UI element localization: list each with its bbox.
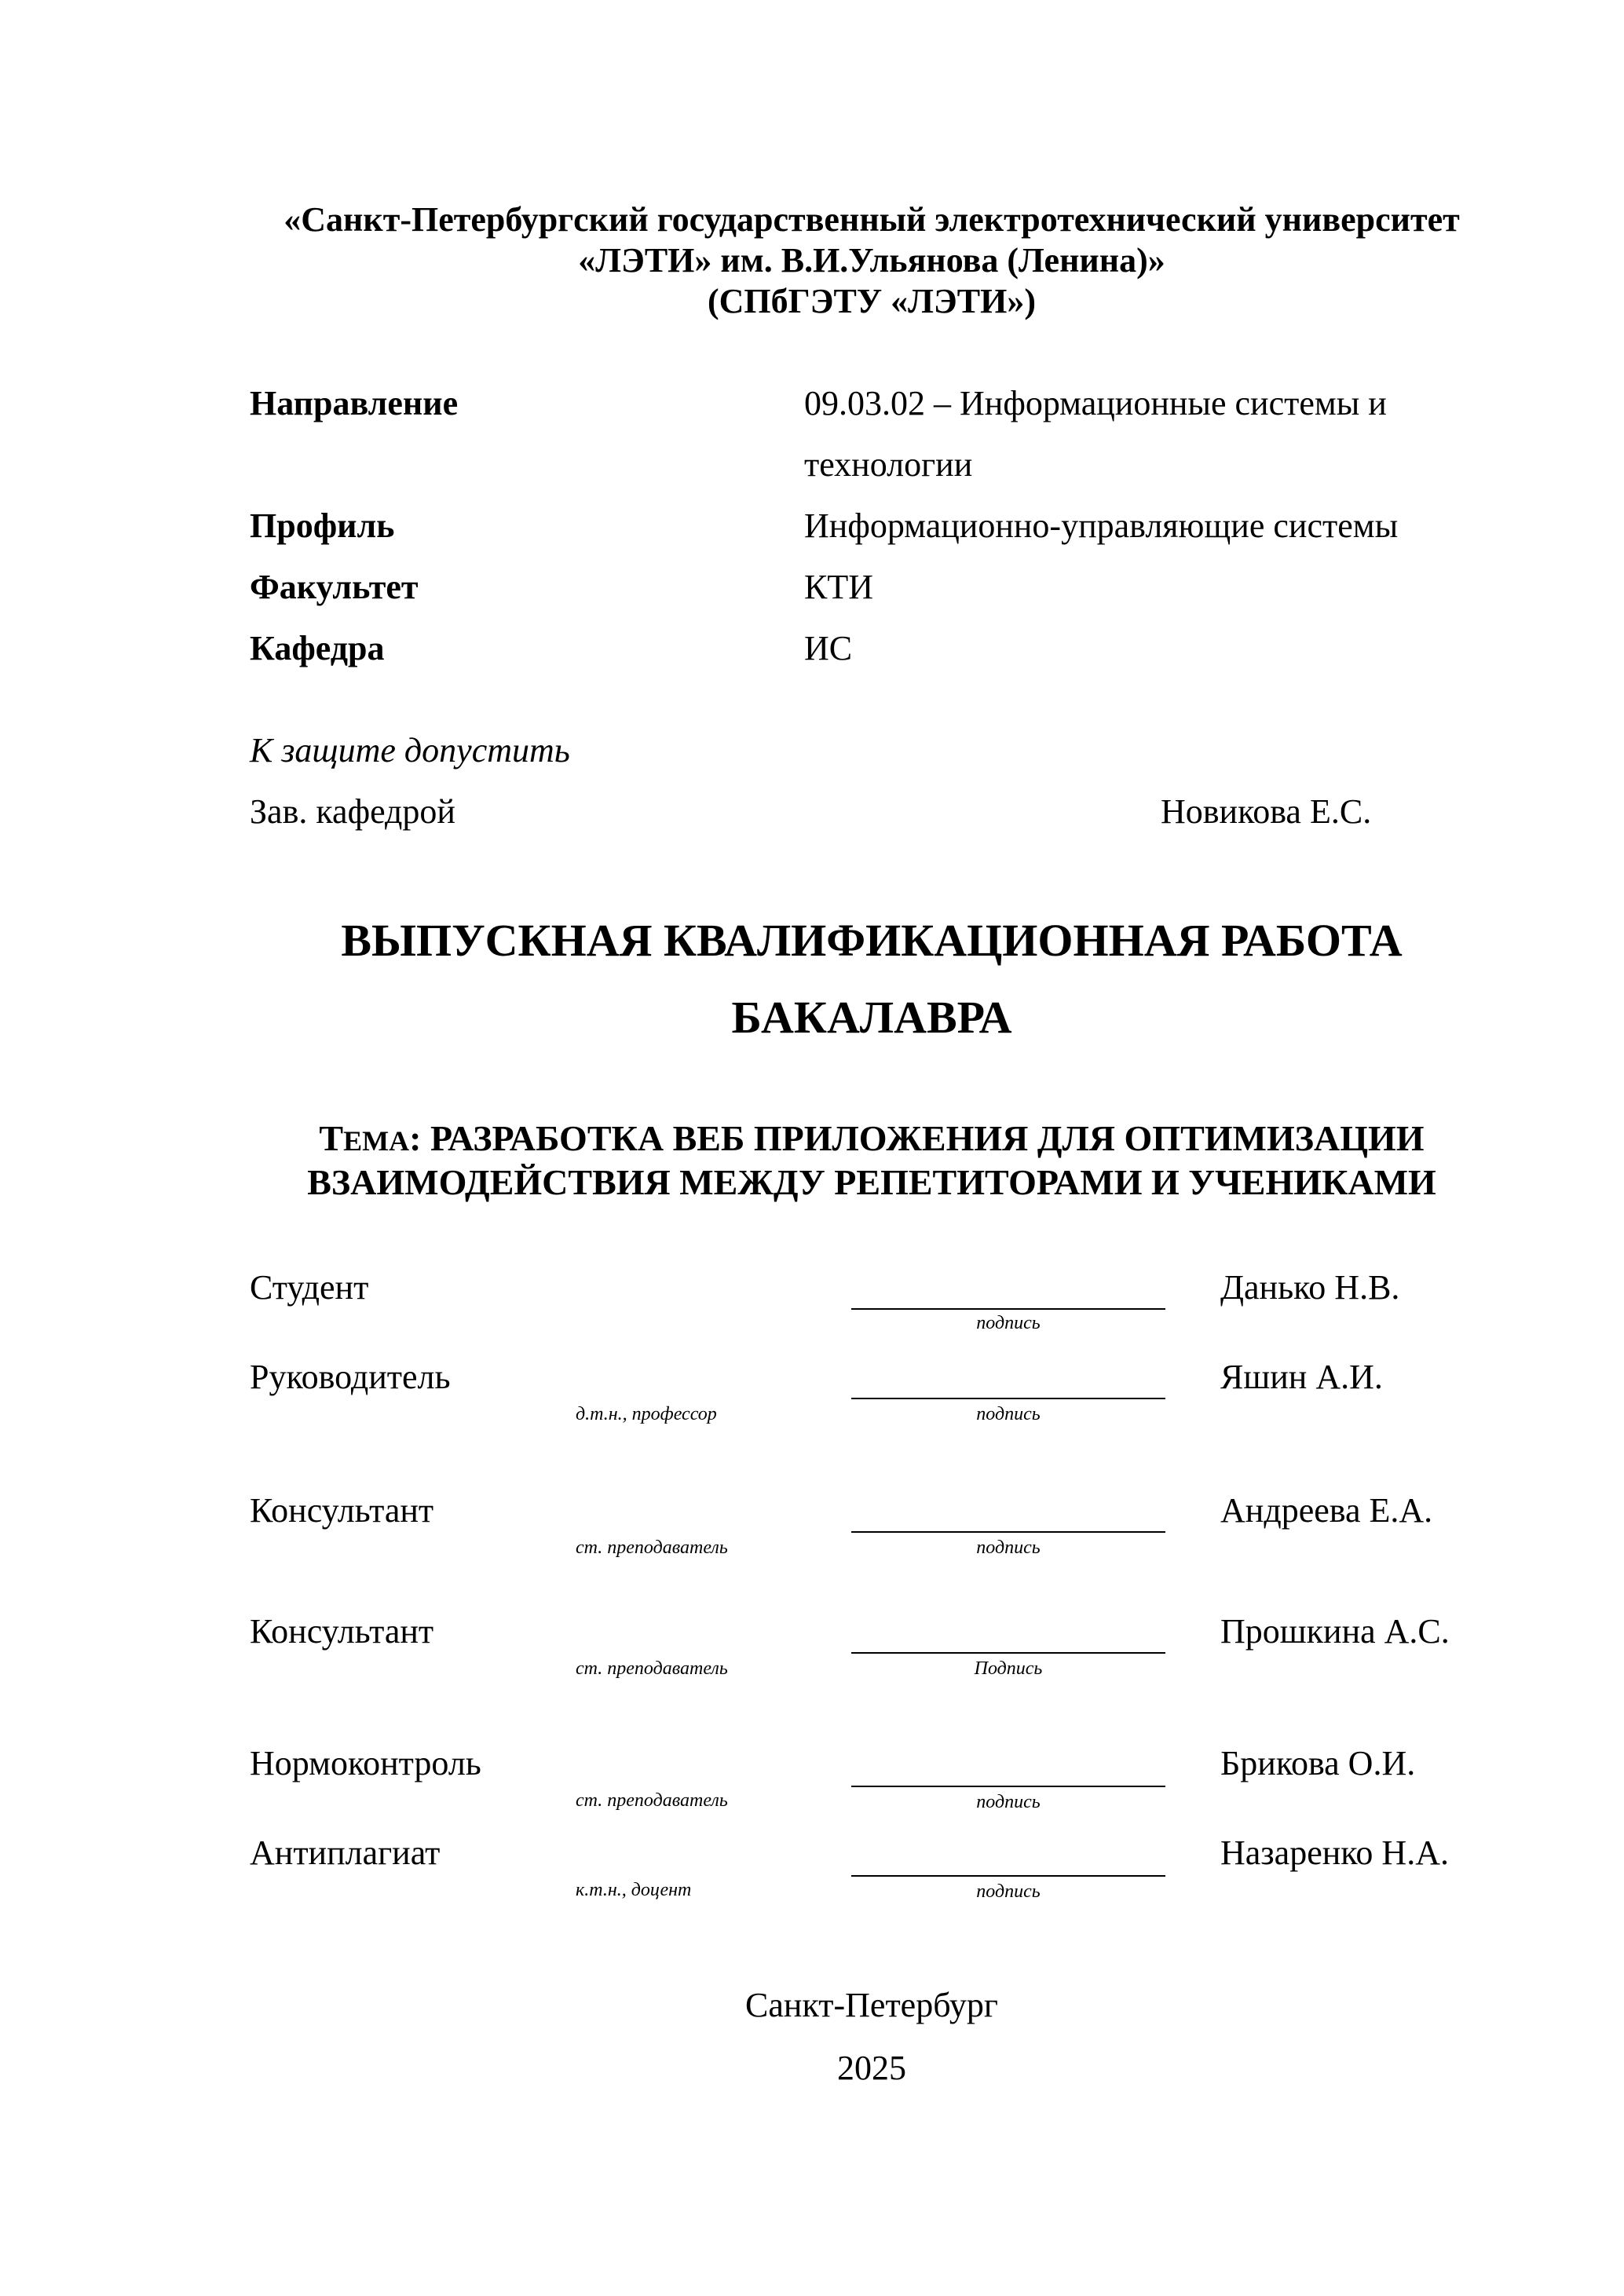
- head-of-department-name: Новикова Е.С.: [1161, 792, 1372, 831]
- signature-caption: подпись: [976, 1313, 1041, 1333]
- signature-line: [851, 1786, 1165, 1787]
- signature-line: [851, 1398, 1165, 1399]
- signature-line: [851, 1308, 1165, 1310]
- theme-text-line2: ВЗАИМОДЕЙСТВИЯ МЕЖДУ РЕПЕТИТОРАМИ И УЧЕНИКАМИ: [307, 1162, 1436, 1202]
- signature-name: Назаренко Н.А.: [1220, 1834, 1449, 1872]
- university-abbreviation: (СПбГЭТУ «ЛЭТИ»): [708, 282, 1036, 320]
- profile-value: Информационно-управляющие системы: [804, 506, 1399, 545]
- year: 2025: [837, 2049, 906, 2087]
- faculty-value: КТИ: [804, 568, 873, 606]
- signature-role: Антиплагиат: [250, 1834, 441, 1872]
- university-name-line1: «Санкт-Петербургский государственный электротехнический университет: [283, 200, 1460, 239]
- theme-line1: [0, 1117, 1624, 1163]
- theme-label: ТЕМА:: [319, 1118, 422, 1158]
- thesis-title-line1: ВЫПУСКНАЯ КВАЛИФИКАЦИОННАЯ РАБОТА: [341, 915, 1403, 966]
- signature-position: д.т.н., профессор: [576, 1404, 717, 1424]
- city: Санкт-Петербург: [745, 1986, 998, 2024]
- signature-name: Прошкина А.С.: [1220, 1612, 1450, 1651]
- signature-name: Яшин А.И.: [1220, 1358, 1383, 1396]
- university-name-line2: «ЛЭТИ» им. В.И.Ульянова (Ленина)»: [578, 241, 1165, 280]
- signature-role: Студент: [250, 1268, 369, 1307]
- signature-role: Консультант: [250, 1612, 434, 1651]
- signature-position: ст. преподаватель: [576, 1658, 728, 1679]
- signature-caption: подпись: [976, 1792, 1041, 1812]
- signature-caption: подпись: [976, 1537, 1041, 1558]
- direction-value: 09.03.02 – Информационные системы и: [804, 384, 1387, 422]
- signature-role: Руководитель: [250, 1358, 451, 1396]
- signature-position: ст. преподаватель: [576, 1537, 728, 1558]
- signature-role: Нормоконтроль: [250, 1744, 481, 1782]
- signature-name: Данько Н.В.: [1220, 1268, 1400, 1307]
- department-value: ИС: [804, 629, 853, 667]
- signature-line: [851, 1531, 1165, 1533]
- direction-value-continued: технологии: [804, 445, 973, 484]
- signature-role: Консультант: [250, 1491, 434, 1530]
- signature-line: [851, 1652, 1165, 1654]
- head-of-department-label: Зав. кафедрой: [250, 792, 455, 831]
- faculty-label: Факультет: [250, 568, 419, 606]
- signature-line: [851, 1875, 1165, 1877]
- theme-text-line1: РАЗРАБОТКА ВЕБ ПРИЛОЖЕНИЯ ДЛЯ ОПТИМИЗАЦИИ: [430, 1118, 1425, 1158]
- signature-name: Андреева Е.А.: [1220, 1491, 1433, 1530]
- signature-caption: Подпись: [974, 1658, 1043, 1679]
- department-label: Кафедра: [250, 629, 385, 667]
- direction-label: Направление: [250, 384, 459, 422]
- profile-label: Профиль: [250, 506, 395, 545]
- signature-name: Брикова О.И.: [1220, 1744, 1416, 1782]
- thesis-title-line2: БАКАЛАВРА: [731, 992, 1012, 1043]
- signature-caption: подпись: [976, 1404, 1041, 1424]
- admission-text: К защите допустить: [250, 731, 570, 770]
- signature-position: к.т.н., доцент: [576, 1880, 692, 1900]
- signature-caption: подпись: [976, 1881, 1041, 1902]
- signature-position: ст. преподаватель: [576, 1790, 728, 1811]
